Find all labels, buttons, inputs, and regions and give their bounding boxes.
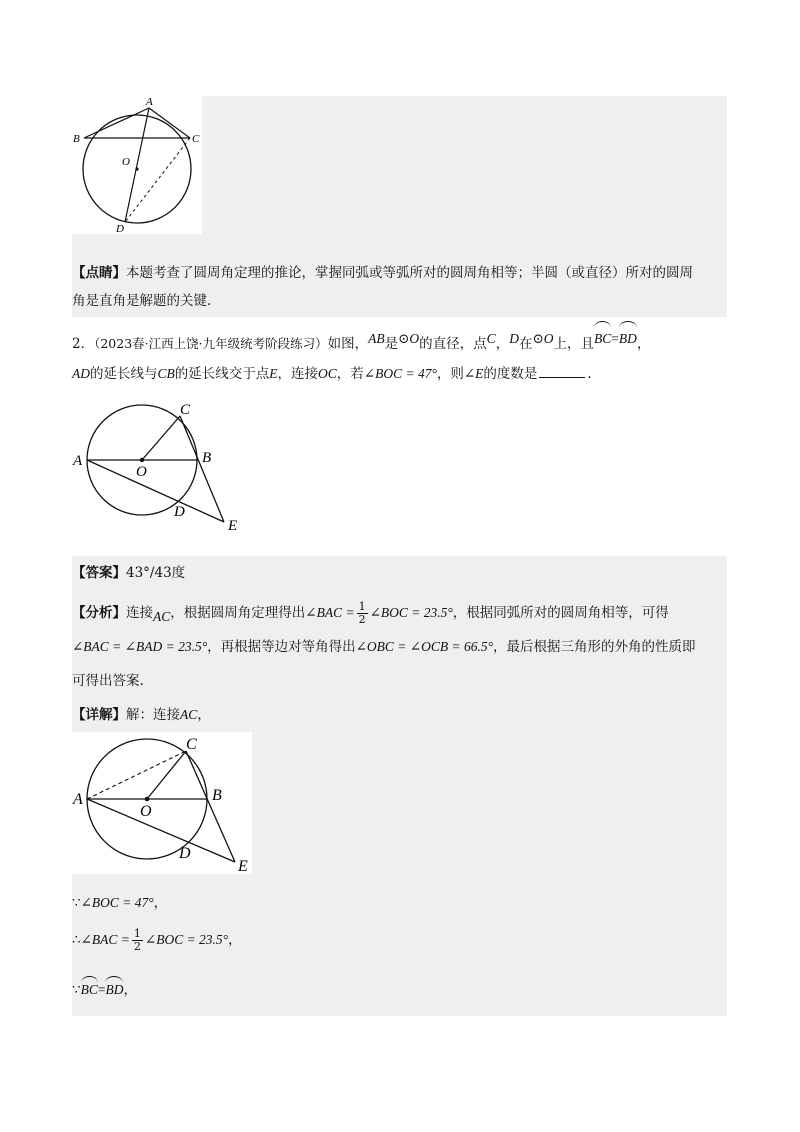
math-angle-BOC: ∠BOC = 47° bbox=[363, 366, 437, 381]
detail-line bbox=[72, 704, 211, 726]
problem-text: 如图， bbox=[327, 336, 369, 352]
detail-tag: 【详解】 bbox=[72, 707, 126, 723]
problem-text: 在 bbox=[518, 336, 533, 352]
because-symbol: ∵ bbox=[72, 895, 81, 911]
math-equation: ∠OBC = ∠OCB = 66.5° bbox=[355, 639, 493, 654]
fig2-label-O: O bbox=[136, 464, 147, 480]
figure-1 bbox=[72, 96, 202, 234]
fraction-denominator: 2 bbox=[358, 613, 366, 626]
step-1 bbox=[72, 892, 167, 914]
math-AC: AC bbox=[180, 707, 198, 722]
step-3 bbox=[72, 976, 137, 1001]
answer-blank bbox=[539, 377, 585, 378]
dianjing-line2: 角是直角是解题的关键. bbox=[72, 293, 212, 309]
figure-3 bbox=[72, 732, 252, 874]
math-arc-BD: BD bbox=[619, 321, 637, 354]
fig2-label-A: A bbox=[73, 453, 83, 469]
fig1-label-D: D bbox=[116, 223, 124, 234]
analysis-line-2 bbox=[72, 630, 727, 664]
math-angle-BOC: ∠BOC = 47° bbox=[80, 895, 154, 910]
math-CB: CB bbox=[157, 366, 175, 381]
analysis-tag: 【分析】 bbox=[72, 605, 126, 621]
problem-text: 的延长线交于点 bbox=[174, 366, 270, 382]
therefore-symbol: ∴ bbox=[72, 932, 81, 948]
dianjing-block bbox=[72, 255, 727, 317]
fraction-denominator: 2 bbox=[133, 940, 141, 953]
dianjing-tag: 【点睛】 bbox=[72, 265, 126, 281]
analysis-line-1 bbox=[72, 596, 727, 630]
fig2-label-B: B bbox=[202, 450, 212, 466]
math-circle-O: ⊙O bbox=[398, 331, 420, 346]
fig2-label-D: D bbox=[174, 504, 185, 520]
math-angle-BOC: ∠BOC = 23.5° bbox=[144, 932, 229, 947]
analysis-text: ，根据同弧所对的圆周角相等，可得 bbox=[452, 605, 669, 621]
fig3-label-B: B bbox=[212, 787, 222, 804]
step-text: ， bbox=[228, 932, 242, 948]
math-AB: AB bbox=[368, 331, 385, 346]
math-D: D bbox=[509, 331, 519, 346]
analysis-text: ，最后根据三角形的外角的性质即 bbox=[492, 639, 696, 655]
fig2-label-C: C bbox=[180, 402, 191, 418]
fraction-half bbox=[357, 601, 368, 626]
analysis-text: 连接 bbox=[126, 605, 153, 621]
math-AC: AC bbox=[153, 609, 171, 624]
detail-text: ， bbox=[197, 707, 211, 723]
problem-text: 的延长线与 bbox=[90, 366, 158, 382]
because-symbol: ∵ bbox=[72, 982, 81, 998]
math-angle-BAC: ∠BAC = bbox=[80, 932, 130, 947]
problem-text: ，连接 bbox=[277, 366, 319, 382]
analysis-text: ，再根据等边对等角得出 bbox=[207, 639, 356, 655]
problem-text: 的直径，点 bbox=[419, 336, 487, 352]
problem-text: ，若 bbox=[336, 366, 364, 382]
analysis-block bbox=[72, 596, 727, 698]
math-equals: = bbox=[611, 331, 619, 346]
math-arc-BC: BC bbox=[594, 321, 611, 354]
analysis-text: ，根据圆周角定理得出 bbox=[170, 605, 306, 621]
math-arc-BC: BC bbox=[81, 976, 98, 1001]
detail-text: 解：连接 bbox=[126, 707, 180, 723]
fig1-label-B: B bbox=[73, 133, 80, 145]
math-AD: AD bbox=[72, 366, 90, 381]
fraction-numerator: 1 bbox=[133, 927, 141, 940]
problem-text: ， bbox=[495, 336, 510, 352]
problem-number: 2． bbox=[72, 336, 95, 352]
fig3-label-D: D bbox=[179, 845, 191, 862]
problem-text: ， bbox=[636, 336, 651, 352]
fig2-label-E: E bbox=[228, 518, 238, 534]
math-arc-BD: BD bbox=[105, 976, 123, 1001]
fig3-label-O: O bbox=[140, 803, 152, 820]
math-OC: OC bbox=[318, 366, 337, 381]
step-2 bbox=[72, 928, 242, 953]
fig1-label-C: C bbox=[192, 133, 200, 145]
math-C: C bbox=[486, 331, 496, 346]
math-angle-E: ∠E bbox=[463, 366, 484, 381]
math-equals: = bbox=[97, 982, 106, 997]
problem-line-2 bbox=[72, 359, 732, 389]
math-angle-BAC: ∠BAC = bbox=[305, 605, 355, 620]
fraction-numerator: 1 bbox=[358, 600, 366, 613]
step-text: ， bbox=[153, 895, 168, 911]
problem-text: ，则 bbox=[436, 366, 464, 382]
math-circle-O: ⊙O bbox=[532, 331, 554, 346]
fig1-label-O: O bbox=[122, 156, 130, 168]
answer-line bbox=[72, 562, 185, 584]
problem-text: 的度数是 bbox=[483, 366, 538, 382]
step-text: ， bbox=[123, 982, 137, 998]
problem-text: 是 bbox=[384, 336, 399, 352]
problem-2 bbox=[72, 326, 732, 389]
fig3-label-E: E bbox=[238, 858, 248, 874]
fig3-label-A: A bbox=[73, 791, 83, 808]
problem-text: . bbox=[587, 366, 592, 382]
problem-source: （2023春·江西上饶·九年级统考阶段练习） bbox=[94, 336, 328, 351]
analysis-line-3: 可得出答案. bbox=[72, 673, 144, 689]
fraction-half bbox=[132, 928, 143, 953]
dianjing-line1: 本题考查了圆周角定理的推论，掌握同弧或等弧所对的圆周角相等；半圆（或直径）所对的圆周 bbox=[126, 265, 693, 281]
fig1-label-A: A bbox=[146, 96, 153, 108]
answer-value: 43°/43度 bbox=[126, 565, 186, 581]
problem-line-1 bbox=[72, 326, 732, 359]
problem-text: 上，且 bbox=[553, 336, 594, 352]
answer-tag: 【答案】 bbox=[72, 565, 126, 581]
math-angle-BOC: ∠BOC = 23.5° bbox=[369, 605, 453, 620]
fig3-label-C: C bbox=[186, 736, 197, 753]
figure-2 bbox=[72, 398, 252, 534]
math-E: E bbox=[269, 366, 278, 381]
math-equation: ∠BAC = ∠BAD = 23.5° bbox=[72, 639, 208, 654]
